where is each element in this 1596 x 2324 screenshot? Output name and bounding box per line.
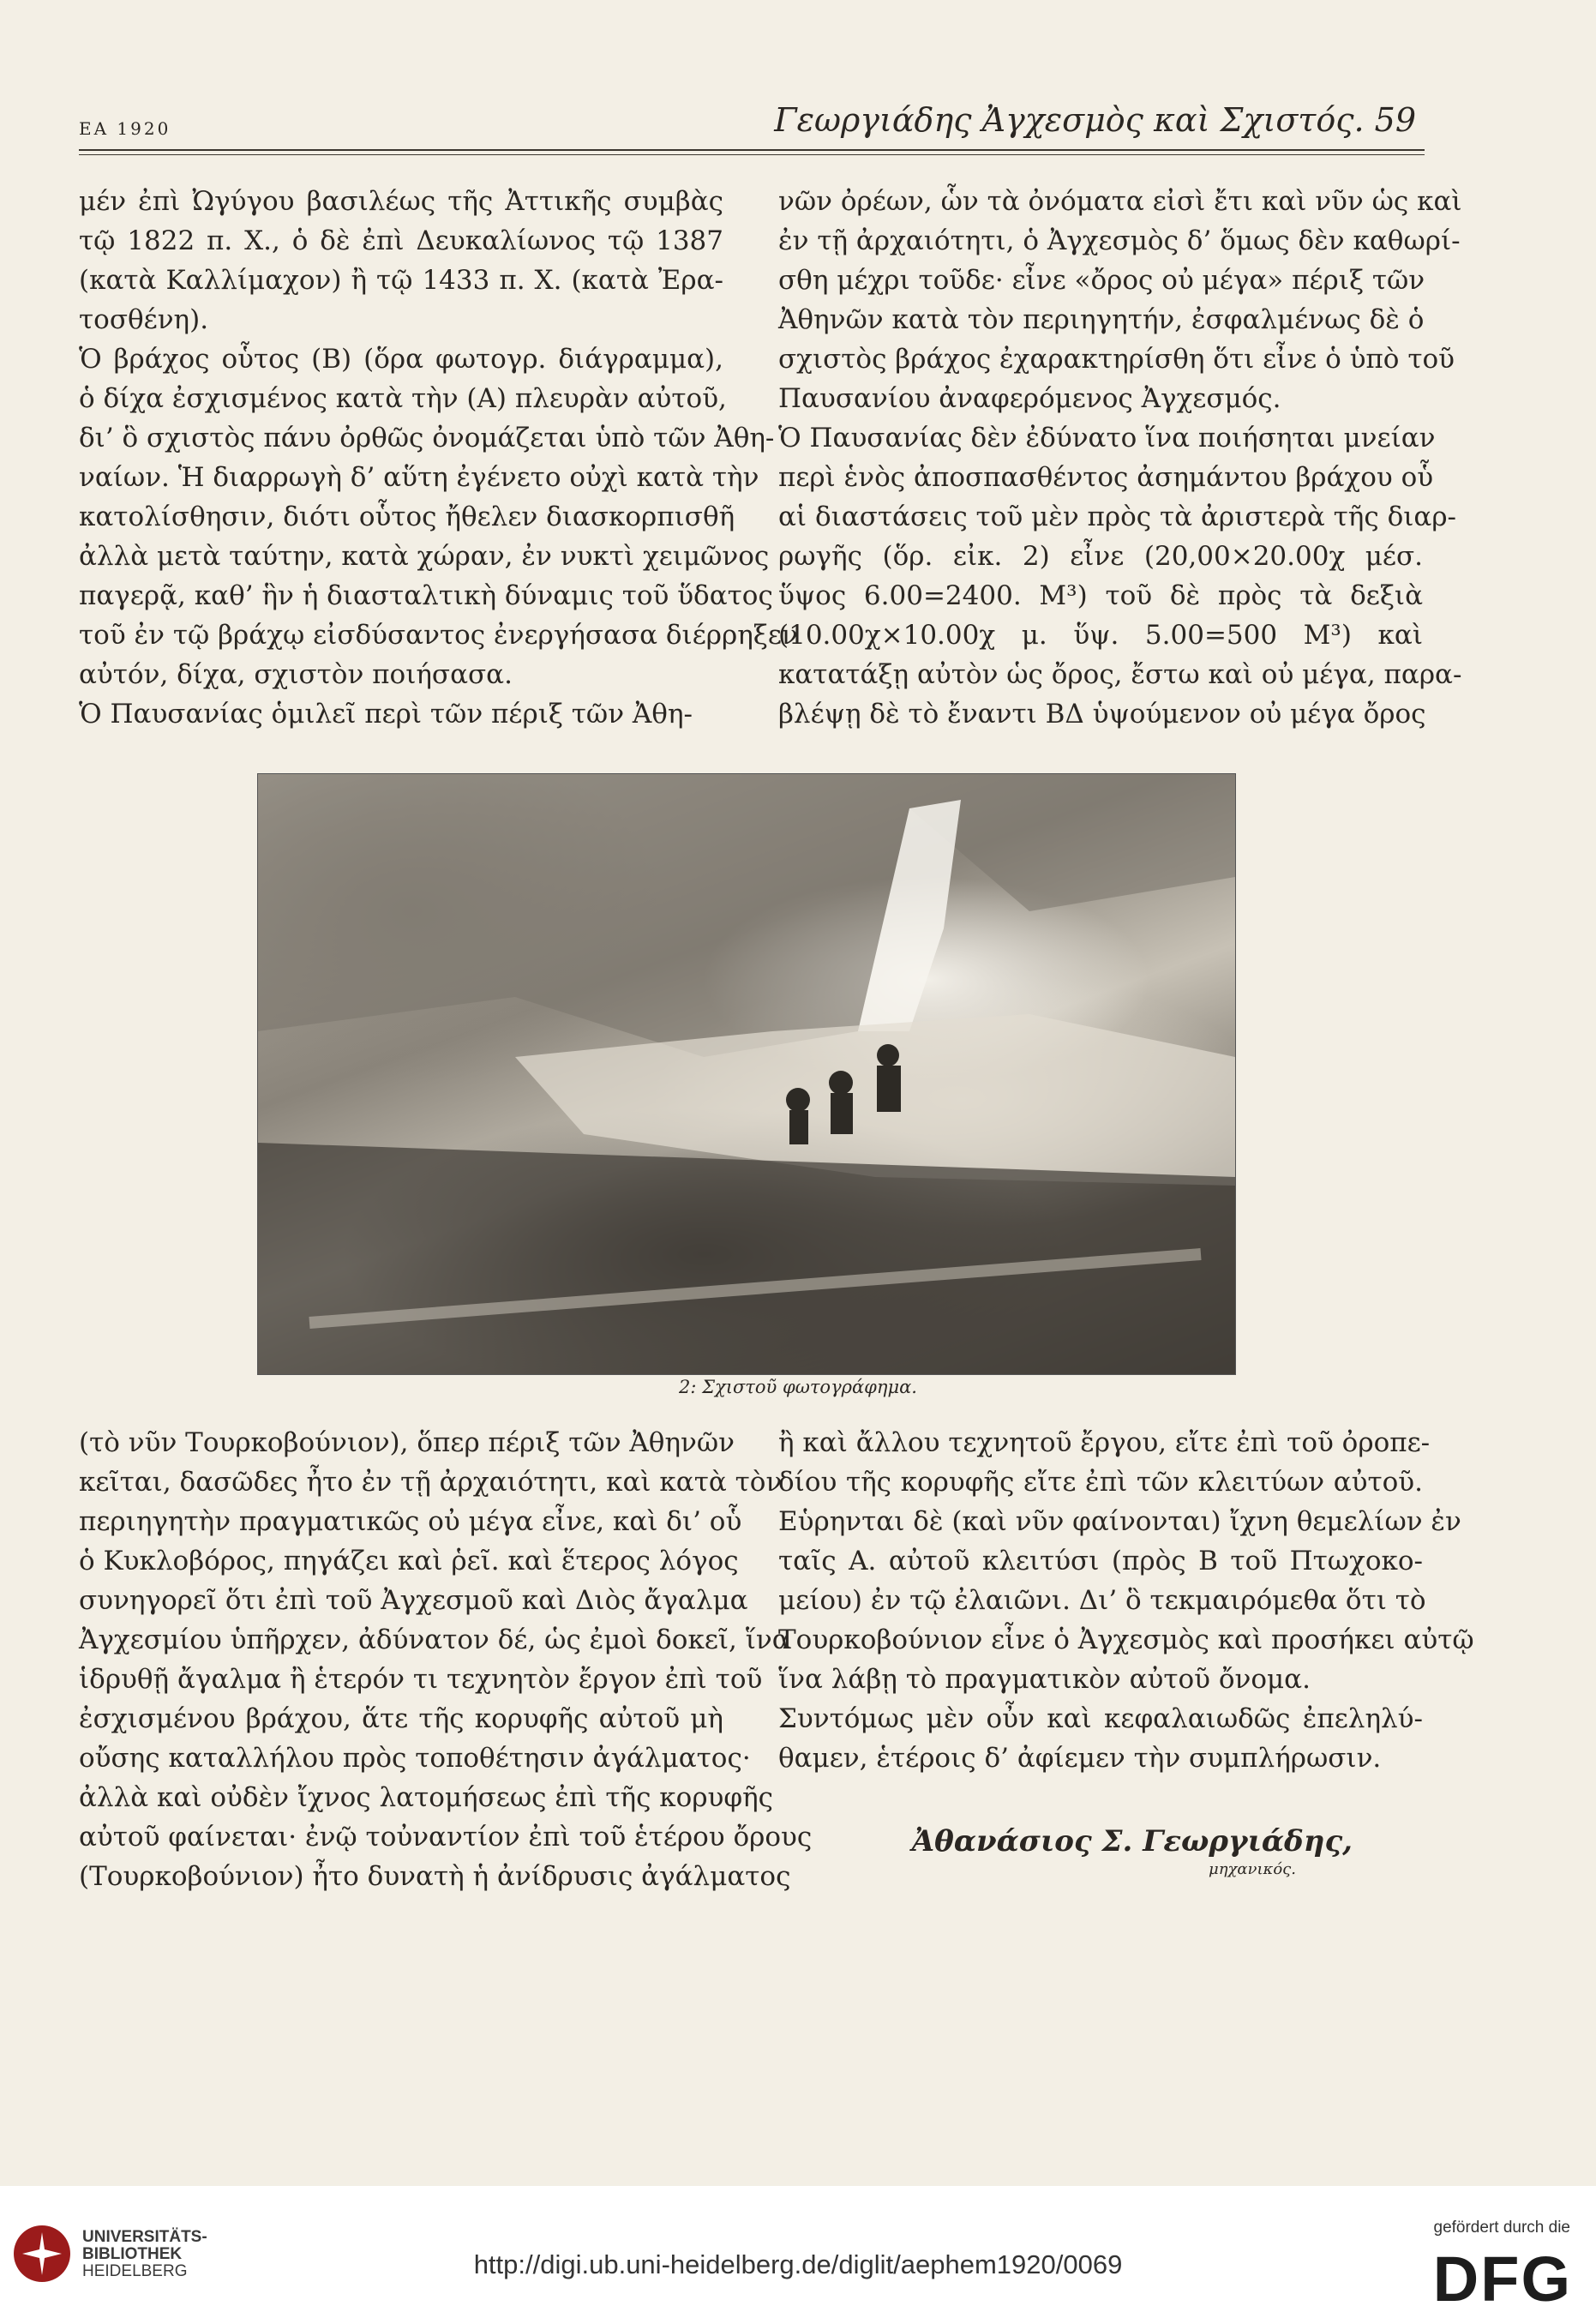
text-line: σθη μέχρι τοῦδε· εἶνε «ὄρος οὐ μέγα» πέριξ τῶν <box>778 265 1425 296</box>
column-bottom-left <box>79 1423 813 1896</box>
rock-photograph <box>257 773 1236 1375</box>
library-name: UNIVERSITÄTS- BIBLIOTHEK HEIDELBERG <box>82 2228 207 2280</box>
signature-block <box>778 1824 1423 1878</box>
text-line: δι’ ὃ σχιστὸς πάνυ ὀρθῶς ὀνομάζεται ὑπὸ τῶν Ἀθη- <box>79 423 775 453</box>
text-line: ρωγῆς (ὅρ. εἰκ. 2) εἶνε (20,00×20.00χ μέσ. <box>778 541 1423 572</box>
text-line: (τὸ νῦν Τουρκοβούνιον), ὅπερ πέριξ τῶν Ἀθηνῶν <box>79 1427 735 1458</box>
text-line: ἀλλὰ καὶ οὐδὲν ἴχνος λατομήσεως ἐπὶ τῆς κορυφῆς <box>79 1782 774 1813</box>
text-line: σχιστὸς βράχος ἐχαρακτηρίσθη ὅτι εἶνε ὁ ὑπὸ τοῦ <box>778 344 1455 375</box>
text-line: Ἀγχεσμίου ὑπῆρχεν, ἀδύνατον δέ, ὡς ἐμοὶ δοκεῖ, ἵνα <box>79 1624 790 1655</box>
text-line: κεῖται, δασῶδες ἦτο ἐν τῇ ἀρχαιότητι, καὶ κατὰ τὸν <box>79 1467 783 1498</box>
text-line: Ὁ Παυσανίας ὁμιλεῖ περὶ τῶν πέριξ τῶν Ἀθη- <box>79 699 693 730</box>
text-line: Ὁ βράχος οὗτος (Β) (ὅρα φωτογρ. διάγραμμα), <box>79 344 723 375</box>
author-role: μηχανικός. <box>1209 1860 1296 1878</box>
column-top-right <box>778 182 1462 734</box>
text-line: (Τουρκοβούνιον) ἦτο δυνατὴ ἡ ἀνίδρυσις ἀγάλματος <box>79 1861 791 1892</box>
text-line: τῷ 1822 π. Χ., ὁ δὲ ἐπὶ Δευκαλίωνος τῷ 1387 <box>79 225 723 256</box>
text-line: κατολίσθησιν, διότι οὗτος ἤθελεν διασκορπισθῆ <box>79 501 735 532</box>
text-line: θαμεν, ἑτέροις δ’ ἀφίεμεν τὴν συμπλήρωσιν. <box>778 1743 1382 1774</box>
text-line: αἱ διαστάσεις τοῦ μὲν πρὸς τὰ ἀριστερὰ τῆς διαρ- <box>778 501 1457 532</box>
text-line: ὁ δίχα ἐσχισμένος κατὰ τὴν (Α) πλευρὰν αὐτοῦ, <box>79 383 727 414</box>
text-line: ἵνα λάβῃ τὸ πραγματικὸν αὐτοῦ ὄνομα. <box>778 1664 1311 1695</box>
text-line: αὐτοῦ φαίνεται· ἐνῷ τοὐναντίον ἐπὶ τοῦ ἑτέρου ὄρους <box>79 1822 813 1853</box>
text-line: ἱδρυθῇ ἄγαλμα ἢ ἑτερόν τι τεχνητὸν ἔργον ἐπὶ τοῦ <box>79 1664 763 1695</box>
text-line: ὁ Κυκλοβόρος, πηγάζει καὶ ῥεῖ. καὶ ἕτερος λόγος <box>79 1546 739 1576</box>
photo-caption: 2: Σχιστοῦ φωτογράφημα. <box>679 1377 917 1397</box>
digitization-footer <box>0 2186 1596 2324</box>
running-header-title: Γεωργιάδης Ἀγχεσμὸς καὶ Σχιστός. 59 <box>774 101 1416 139</box>
permalink-url[interactable]: http://digi.ub.uni-heidelberg.de/diglit/aephem1920/0069 <box>473 2249 1123 2279</box>
column-top-left <box>79 182 798 734</box>
text-line: αὐτόν, δίχα, σχιστὸν ποιήσασα. <box>79 659 513 690</box>
text-line: τοσθένη). <box>79 304 209 335</box>
text-line: μείου) ἐν τῷ ἐλαιῶνι. Δι’ ὃ τεκμαιρόμεθα ὅτι τὸ <box>778 1585 1426 1616</box>
author-signature: Ἀθανάσιος Σ. Γεωργιάδης, <box>911 1824 1353 1859</box>
text-line: δίου τῆς κορυφῆς εἴτε ἐπὶ τῶν κλειτύων αὐτοῦ. <box>778 1467 1423 1498</box>
text-line: Εὑρηνται δὲ (καὶ νῦν φαίνονται) ἴχνη θεμελίων ἐν <box>778 1506 1461 1537</box>
dfg-logo: DFG <box>1432 2243 1572 2315</box>
text-line: οὔσης καταλλήλου πρὸς τοποθέτησιν ἀγάλματος· <box>79 1743 751 1774</box>
text-line: Ὁ Παυσανίας δὲν ἐδύνατο ἵνα ποιήσηται μνείαν <box>778 423 1436 453</box>
text-line: βλέψῃ δὲ τὸ ἔναντι ΒΔ ὑψούμενον οὐ μέγα ὄρος <box>778 699 1426 730</box>
text-line: ἐσχισμένου βράχου, ἅτε τῆς κορυφῆς αὐτοῦ μὴ <box>79 1703 723 1734</box>
text-line: περιηγητὴν πραγματικῶς οὐ μέγα εἶνε, καὶ δι’ οὗ <box>79 1506 742 1537</box>
text-line: ἐν τῇ ἀρχαιότητι, ὁ Ἀγχεσμὸς δ’ ὅμως δὲν καθωρί- <box>778 225 1461 256</box>
text-line: τοῦ ἐν τῷ βράχῳ εἰσδύσαντος ἐνεργήσασα διέρρηξεν <box>79 620 798 651</box>
text-line: Συντόμως μὲν οὖν καὶ κεφαλαιωδῶς ἐπεληλύ- <box>778 1703 1423 1734</box>
text-line: Παυσανίου ἀναφερόμενος Ἀγχεσμός. <box>778 383 1281 414</box>
funding-note: gefördert durch die <box>1433 2219 1570 2237</box>
text-line: παγερᾷ, καθ’ ἣν ἡ διασταλτικὴ δύναμις τοῦ ὕδατος <box>79 580 773 611</box>
text-line: ναίων. Ἡ διαρρωγὴ δ’ αὕτη ἐγένετο οὐχὶ κατὰ τὴν <box>79 462 759 493</box>
text-line: ἀλλὰ μετὰ ταύτην, κατὰ χώραν, ἐν νυκτὶ χειμῶνος <box>79 541 770 572</box>
photo-illustration <box>258 774 1235 1374</box>
text-line: συνηγορεῖ ὅτι ἐπὶ τοῦ Ἀγχεσμοῦ καὶ Διὸς ἄγαλμα <box>79 1585 748 1616</box>
column-bottom-right <box>778 1423 1474 1778</box>
text-line: κατατάξῃ αὐτὸν ὡς ὄρος, ἔστω καὶ οὐ μέγα, παρα- <box>778 659 1462 690</box>
text-line: ταῖς Α. αὐτοῦ κλειτύσι (πρὸς Β τοῦ Πτωχοκο- <box>778 1546 1423 1576</box>
header-rule-thin <box>79 154 1425 155</box>
text-line: νῶν ὀρέων, ὧν τὰ ὀνόματα εἰσὶ ἔτι καὶ νῦν ὡς καὶ <box>778 186 1462 217</box>
running-header-left: ΕΑ 1920 <box>79 118 171 139</box>
text-line: (10.00χ×10.00χ μ. ὕψ. 5.00=500 Μ³) καὶ <box>778 620 1423 651</box>
header-rule <box>79 149 1425 151</box>
text-line: μέν ἐπὶ Ὠγύγου βασιλέως τῆς Ἀττικῆς συμβὰς <box>79 186 723 217</box>
text-line: ὕψος 6.00=2400. Μ³) τοῦ δὲ πρὸς τὰ δεξιὰ <box>778 580 1423 611</box>
text-line: ἢ καὶ ἄλλου τεχνητοῦ ἔργου, εἴτε ἐπὶ τοῦ ὀροπε- <box>778 1427 1431 1458</box>
text-line: Ἀθηνῶν κατὰ τὸν περιηγητήν, ἐσφαλμένως δὲ ὁ <box>778 304 1425 335</box>
text-line: περὶ ἑνὸς ἀποσπασθέντος ἀσημάντου βράχου οὗ <box>778 462 1434 493</box>
text-line: (κατὰ Καλλίμαχον) ἢ τῷ 1433 π. Χ. (κατὰ Ἐρα- <box>79 265 723 296</box>
text-line: Τουρκοβούνιον εἶνε ὁ Ἀγχεσμὸς καὶ προσήκει αὐτῷ <box>778 1624 1474 1655</box>
